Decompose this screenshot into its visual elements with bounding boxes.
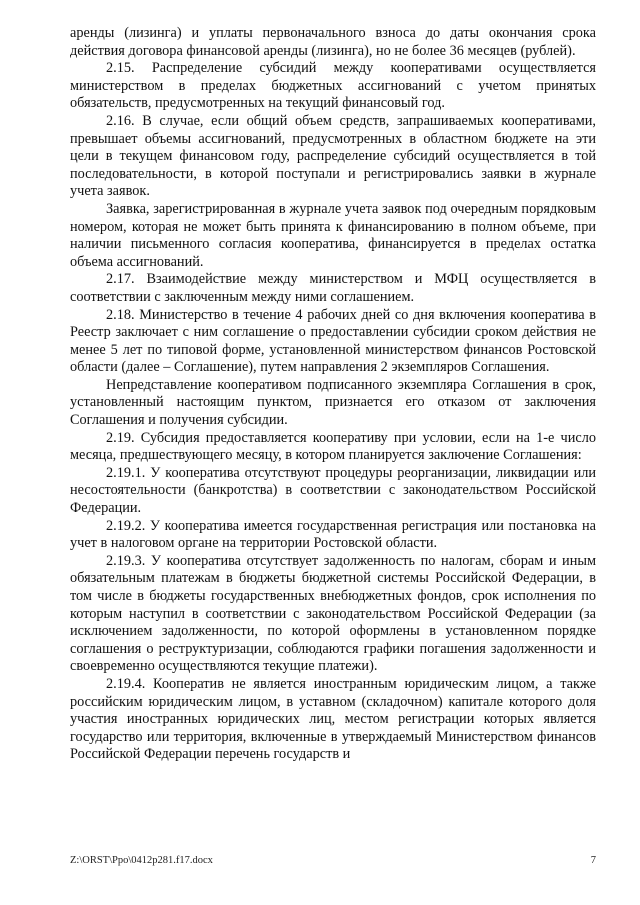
paragraph-nonsubmission: Непредставление кооперативом подписанного экземпляра Соглашения в срок, установленный настоящим пунктом, признается его отказом от заключения Соглашения и получения субсидии.: [70, 376, 596, 429]
paragraph-2-19-4: 2.19.4. Кооператив не является иностранным юридическим лицом, а также российским юридическим лицом, в уставном (складочном) капитале которого доля участия иностранных юридических лиц, местом регистрации которых является государство или территория, включенные в утверждаемый Министерством финансов Российской Федерации перечень государств и: [70, 675, 596, 763]
footer-file-path: Z:\ORST\Ppo\0412p281.f17.docx: [70, 855, 213, 866]
document-body: [70, 25, 596, 764]
paragraph-continuation: аренды (лизинга) и уплаты первоначального взноса до даты окончания срока действия договора финансовой аренды (лизинга), но не более 36 месяцев (рублей).: [70, 25, 596, 59]
paragraph-2-17: 2.17. Взаимодействие между министерством и МФЦ осуществляется в соответствии с заключенным между ними соглашением.: [70, 271, 596, 305]
paragraph-2-19-2: 2.19.2. У кооператива имеется государственная регистрация или постановка на учет в налоговом органе на территории Ростовской области.: [70, 517, 596, 552]
paragraph-2-19-3: 2.19.3. У кооператива отсутствует задолженность по налогам, сборам и иным обязательным платежам в бюджеты бюджетной системы Российской Федерации, в том числе в бюджеты государственных внебюджетных фондов, срок исполнения по которым наступил в соответствии с законодательством Российской Федерации (за исключением задолженности, по которой оформлены в установленном порядке соглашения о реструктуризации, соблюдаются графики погашения задолженности и своевременно осуществляются текущие платежи).: [70, 552, 596, 675]
paragraph-2-15: 2.15. Распределение субсидий между кооперативами осуществляется министерством в пределах бюджетных ассигнований с учетом принятых обязательств, предусмотренных на текущий финансовый год.: [70, 60, 596, 112]
paragraph-application: Заявка, зарегистрированная в журнале учета заявок под очередным порядковым номером, которая не может быть принята к финансированию в полном объеме, при наличии письменного согласия кооператива, финансируется в пределах остатка объема ассигнований.: [70, 200, 596, 270]
page-number: 7: [590, 855, 596, 866]
paragraph-2-19-1: 2.19.1. У кооператива отсутствуют процедуры реорганизации, ликвидации или несостоятельности (банкротства) в соответствии с законодательством Российской Федерации.: [70, 464, 596, 517]
paragraph-2-18: 2.18. Министерство в течение 4 рабочих дней со дня включения кооператива в Реестр заключает с ним соглашение о предоставлении субсидии сроком действия не менее 5 лет по типовой форме, установленной министерством финансов Ростовской области (далее – Соглашение), путем направления 2 экземпляров Соглашения.: [70, 306, 596, 376]
paragraph-2-16: 2.16. В случае, если общий объем средств, запрашиваемых кооперативами, превышает объемы ассигнований, предусмотренных в областном бюджете на эти цели в текущем финансовом году, распределение субсидий осуществляется в той последовательности, в которой поступали и регистрировались заявки в журнале учета заявок.: [70, 112, 596, 200]
paragraph-2-19: 2.19. Субсидия предоставляется кооперативу при условии, если на 1-е число месяца, предшествующего месяцу, в котором планируется заключение Соглашения:: [70, 429, 596, 464]
